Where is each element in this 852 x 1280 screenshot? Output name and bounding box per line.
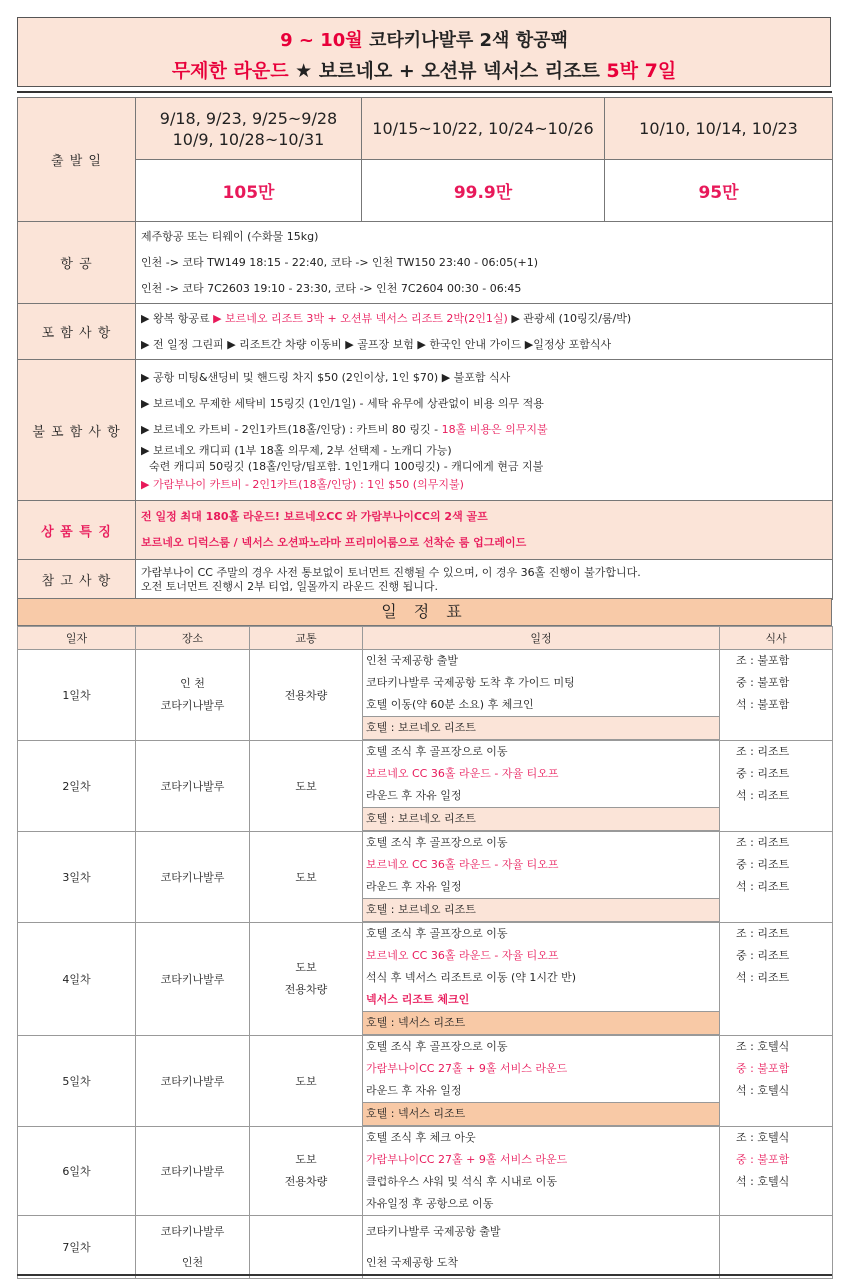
table-row (18, 1036, 833, 1127)
transport-line: 도보 (295, 961, 317, 974)
included-line-2: ▶ 전 일정 그린피 ▶ 리조트간 차량 이동비 ▶ 골프장 보험 ▶ 한국인 안내 가이드 ▶일정상 포함식사 (141, 337, 612, 351)
itinerary-hotel: 호텔 : 보르네오 리조트 (363, 807, 719, 831)
meal-lunch: 중 : 리조트 (736, 858, 790, 871)
itinerary-item: 호텔 조식 후 골프장으로 이동 (366, 745, 508, 758)
itinerary-item: 라운드 후 자유 일정 (366, 789, 462, 802)
title-line-2 (18, 56, 830, 83)
day-transport: 전용차량 (250, 650, 363, 741)
flight-details (136, 222, 833, 304)
title-resorts: ★ 보르네오 + 오션뷰 넥서스 리조트 (288, 60, 607, 82)
title-unlimited: 무제한 라운드 (171, 60, 289, 82)
features-label: 상 품 특 징 (18, 501, 136, 560)
notes-details (136, 560, 833, 600)
day-label: 1일차 (18, 650, 136, 741)
title-banner (17, 17, 831, 87)
price-2: 99.9만 (362, 160, 605, 222)
title-package-name: 코타키나발루 2색 항공팩 (362, 30, 568, 51)
itinerary-item: 코타키나발루 국제공항 도착 후 가이드 미팅 (366, 676, 575, 689)
itinerary-item: 호텔 조식 후 골프장으로 이동 (366, 836, 508, 849)
day-label: 4일차 (18, 923, 136, 1036)
day-itinerary (363, 650, 720, 741)
title-duration: 5박 7일 (606, 60, 677, 82)
meal-dinner: 석 : 리조트 (736, 971, 790, 984)
excluded-line-5: 숙련 캐디피 50링깃 (18홀/인당/팁포함. 1인1캐디 100링깃) - 캐디에게 현금 지불 (149, 460, 544, 473)
meal-breakfast: 조 : 호텔식 (736, 1040, 790, 1053)
itinerary-item: 호텔 조식 후 골프장으로 이동 (366, 1040, 508, 1053)
itinerary-item: 호텔 조식 후 골프장으로 이동 (366, 927, 508, 940)
departure-dates-1 (136, 98, 362, 160)
day-place: 코타키나발루 (136, 1127, 250, 1216)
day-place: 코타키나발루 (136, 923, 250, 1036)
excluded-line-6: ▶ 가람부나이 카트비 - 2인1카트(18홀/인당) : 1인 $50 (의무지불) (141, 478, 464, 491)
itinerary-item: 호텔 이동(약 60분 소요) 후 체크인 (366, 698, 534, 711)
day-transport: 도보 (250, 741, 363, 832)
included-line-1 (141, 306, 832, 332)
flight-line-2: 인천 -> 코타 TW149 18:15 - 22:40, 코타 -> 인천 TW150 23:40 - 06:05(+1) (141, 255, 539, 269)
package-info-table (17, 97, 833, 600)
day-itinerary (363, 1216, 720, 1279)
notes-line-1: 가람부나이 CC 주말의 경우 사전 통보없이 토너먼트 진행될 수 있으며, 이 경우 36홀 진행이 불가합니다. (141, 565, 641, 579)
itinerary-item: 인천 국제공항 출발 (366, 654, 459, 667)
itinerary-item: 라운드 후 자유 일정 (366, 880, 462, 893)
day-meals (720, 1127, 833, 1216)
header-day: 일자 (18, 627, 136, 650)
itinerary-item: 코타키나발루 국제공항 출발 (366, 1225, 501, 1238)
table-row (18, 741, 833, 832)
excluded-line-2: ▶ 보르네오 무제한 세탁비 15링깃 (1인/1일) - 세탁 유무에 상관없이 비용 의무 적용 (141, 397, 544, 410)
meal-dinner: 석 : 리조트 (736, 789, 790, 802)
day-transport: 도보 (250, 832, 363, 923)
departure-dates-3 (605, 98, 833, 160)
day-meals (720, 1216, 833, 1279)
schedule-title: 일 정 표 (17, 598, 832, 626)
price-1: 105만 (136, 160, 362, 222)
table-row (18, 650, 833, 741)
flight-line-1: 제주항공 또는 티웨이 (수화물 15kg) (141, 229, 319, 243)
features-line-1: 전 일정 최대 180홀 라운드! 보르네오CC 와 가람부나이CC의 2색 골프 (141, 510, 488, 523)
itinerary-hotel: 호텔 : 보르네오 리조트 (363, 898, 719, 922)
day-transport: 도보 (250, 1036, 363, 1127)
header-meals: 식사 (720, 627, 833, 650)
departure-dates-2 (362, 98, 605, 160)
day-place: 코타키나발루 (136, 741, 250, 832)
schedule-header-row (18, 627, 833, 650)
features-line-2: 보르네오 디럭스룸 / 넥서스 오션파노라마 프리미어룸으로 선착순 룸 업그레이드 (141, 536, 527, 549)
title-line-1 (18, 26, 830, 52)
table-row (18, 923, 833, 1036)
meal-breakfast: 조 : 리조트 (736, 836, 790, 849)
itinerary-item: 보르네오 CC 36홀 라운드 - 자율 티오프 (366, 767, 559, 780)
title-period: 9 ~ 10월 (280, 30, 363, 51)
day-transport (250, 1127, 363, 1216)
meal-dinner: 석 : 불포함 (736, 698, 790, 711)
meal-lunch: 중 : 불포함 (736, 676, 790, 689)
itinerary-hotel: 호텔 : 보르네오 리조트 (363, 716, 719, 740)
itinerary-item: 보르네오 CC 36홀 라운드 - 자율 티오프 (366, 949, 559, 962)
excluded-line-3 (141, 417, 832, 443)
header-itinerary: 일정 (363, 627, 720, 650)
itinerary-item: 넥서스 리조트 체크인 (366, 993, 470, 1006)
day-label: 3일차 (18, 832, 136, 923)
day-itinerary (363, 1127, 720, 1216)
meal-breakfast: 조 : 불포함 (736, 654, 790, 667)
table-row (18, 832, 833, 923)
place-line: 인천 (181, 1256, 204, 1269)
excluded-line-1: ▶ 공항 미팅&샌딩비 및 핸드링 차지 $50 (2인이상, 1인 $70) ▶ 불포함 식사 (141, 371, 511, 384)
notes-label: 참 고 사 항 (18, 560, 136, 600)
itinerary-item: 가람부나이CC 27홀 + 9홀 서비스 라운드 (366, 1062, 568, 1075)
meal-breakfast: 조 : 호텔식 (736, 1131, 790, 1144)
itinerary-item: 클럽하우스 샤워 및 석식 후 시내로 이동 (366, 1175, 557, 1188)
day-place: 코타키나발루 (136, 1036, 250, 1127)
day-place: 코타키나발루 (136, 832, 250, 923)
meal-dinner: 석 : 호텔식 (736, 1175, 790, 1188)
included-details (136, 304, 833, 360)
excluded-cart-mandatory: 18홀 비용은 의무지불 (441, 423, 548, 436)
departure-dates-1-line-1: 9/18, 9/23, 9/25~9/28 (159, 108, 338, 128)
transport-line: 도보 (295, 1153, 317, 1166)
day-itinerary (363, 923, 720, 1036)
departure-dates-2-line-1: 10/15~10/22, 10/24~10/26 (372, 119, 594, 138)
meal-lunch: 중 : 리조트 (736, 949, 790, 962)
day-meals (720, 832, 833, 923)
top-divider (17, 91, 832, 93)
transport-line: 전용차량 (284, 983, 328, 996)
table-row (18, 1127, 833, 1216)
departure-dates-1-line-2: 10/9, 10/28~10/31 (172, 129, 325, 149)
included-airfare: ▶ 왕복 항공료 (141, 311, 214, 325)
day-label: 2일차 (18, 741, 136, 832)
itinerary-item: 인천 국제공항 도착 (366, 1256, 459, 1269)
transport-line: 전용차량 (284, 1175, 328, 1188)
meal-lunch: 중 : 불포함 (736, 1153, 790, 1166)
itinerary-item: 호텔 조식 후 체크 아웃 (366, 1131, 476, 1144)
meal-dinner: 석 : 리조트 (736, 880, 790, 893)
day-meals (720, 1036, 833, 1127)
day-itinerary (363, 1036, 720, 1127)
excluded-details (136, 360, 833, 501)
itinerary-hotel: 호텔 : 넥서스 리조트 (363, 1011, 719, 1035)
itinerary-item: 자유일정 후 공항으로 이동 (366, 1197, 494, 1210)
day-itinerary (363, 741, 720, 832)
place-line: 코타키나발루 (160, 1225, 225, 1238)
header-transport: 교통 (250, 627, 363, 650)
day-meals (720, 923, 833, 1036)
place-line: 인 천 (180, 677, 205, 690)
day-place (136, 1216, 250, 1279)
day-meals (720, 650, 833, 741)
meal-lunch: 중 : 불포함 (736, 1062, 790, 1075)
included-hotels: ▶ 보르네오 리조트 3박 + 오션뷰 넥서스 리조트 2박(2인1실) (213, 311, 508, 325)
departure-dates-3-line-1: 10/10, 10/14, 10/23 (639, 119, 798, 138)
place-line: 코타키나발루 (160, 699, 225, 712)
day-label: 6일차 (18, 1127, 136, 1216)
features-details (136, 501, 833, 560)
itinerary-item: 석식 후 넥서스 리조트로 이동 (약 1시간 반) (366, 971, 577, 984)
flight-label: 항 공 (18, 222, 136, 304)
included-label: 포 함 사 항 (18, 304, 136, 360)
table-row (18, 1216, 833, 1279)
flight-line-3: 인천 -> 코타 7C2603 19:10 - 23:30, 코타 -> 인천 7C2604 00:30 - 06:45 (141, 281, 522, 295)
schedule-table (17, 626, 833, 1279)
notes-line-2: 오전 토너먼트 진행시 2부 티업, 일몰까지 라운드 진행 됩니다. (141, 579, 438, 593)
itinerary-item: 가람부나이CC 27홀 + 9홀 서비스 라운드 (366, 1153, 568, 1166)
itinerary-hotel: 호텔 : 넥서스 리조트 (363, 1102, 719, 1126)
bottom-divider (17, 1274, 832, 1276)
day-transport (250, 923, 363, 1036)
excluded-line-4: ▶ 보르네오 캐디피 (1부 18홀 의무제, 2부 선택제 - 노캐디 가능) (141, 444, 452, 457)
meal-breakfast: 조 : 리조트 (736, 745, 790, 758)
price-3: 95만 (605, 160, 833, 222)
day-label: 7일차 (18, 1216, 136, 1279)
header-place: 장소 (136, 627, 250, 650)
excluded-cart-fee: ▶ 보르네오 카트비 - 2인1카트(18홀/인당) : 카트비 80 링깃 - (141, 423, 442, 436)
day-itinerary (363, 832, 720, 923)
excluded-label: 불 포 함 사 항 (18, 360, 136, 501)
itinerary-item: 라운드 후 자유 일정 (366, 1084, 462, 1097)
itinerary-item: 보르네오 CC 36홀 라운드 - 자율 티오프 (366, 858, 559, 871)
meal-dinner: 석 : 호텔식 (736, 1084, 790, 1097)
day-meals (720, 741, 833, 832)
meal-lunch: 중 : 리조트 (736, 767, 790, 780)
day-place (136, 650, 250, 741)
day-label: 5일차 (18, 1036, 136, 1127)
included-tax: ▶ 관광세 (10링깃/룸/박) (507, 311, 632, 325)
meal-breakfast: 조 : 리조트 (736, 927, 790, 940)
day-transport (250, 1216, 363, 1279)
departure-label: 출 발 일 (18, 98, 136, 222)
